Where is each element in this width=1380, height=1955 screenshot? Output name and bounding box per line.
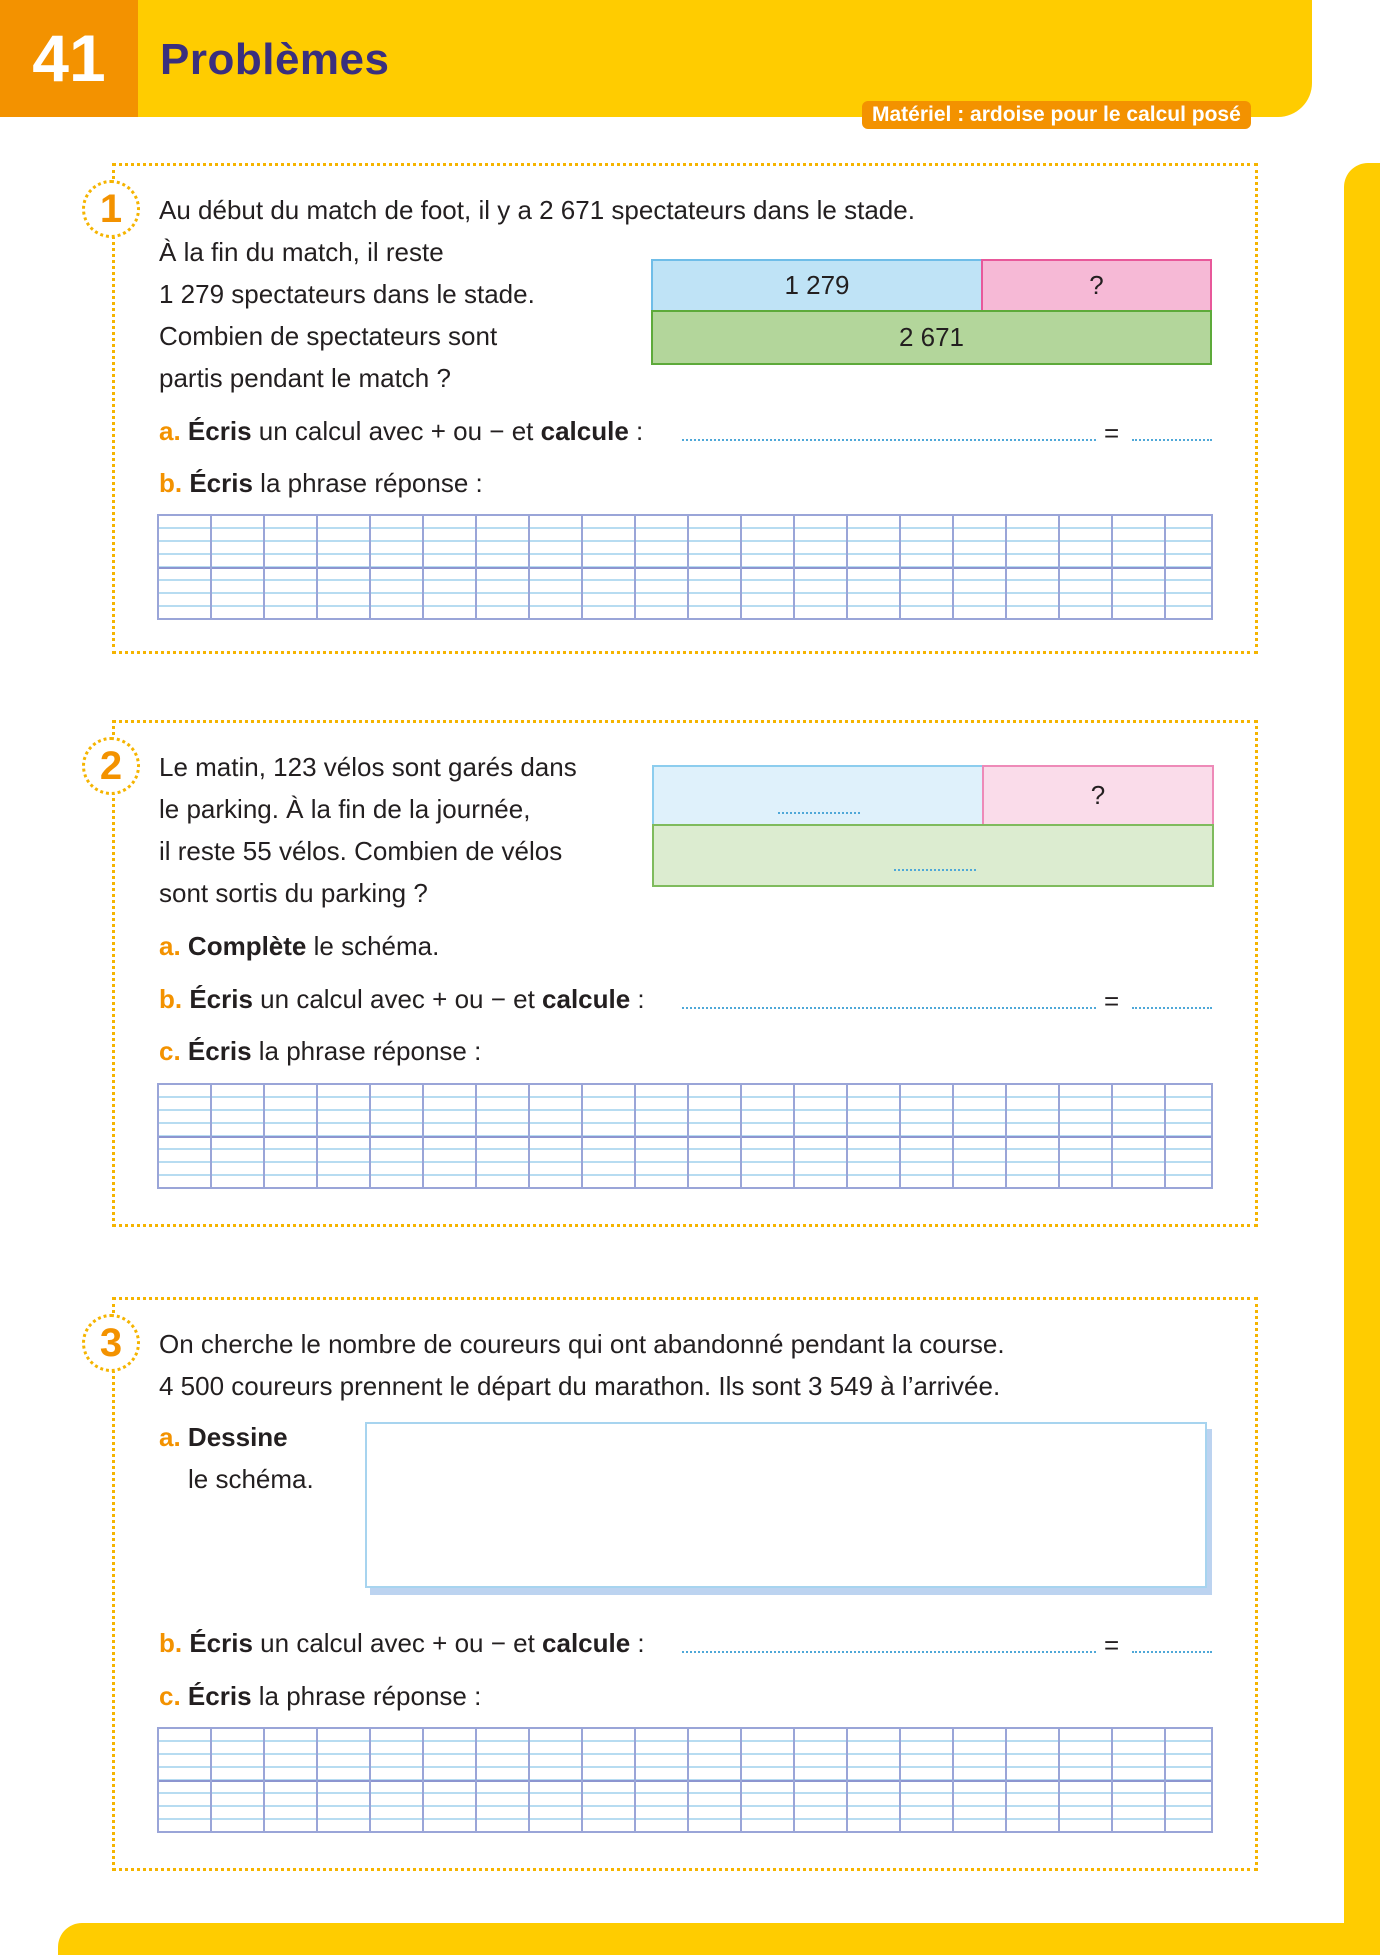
ex2-question-b: b. Écris un calcul avec + ou − et calcule : [159, 984, 645, 1014]
ex2-part-blank[interactable] [778, 812, 860, 814]
ex3-question-a-cont: le schéma. [188, 1464, 314, 1494]
ex2-bar-diagram [652, 765, 1214, 887]
ex3-line-2: 4 500 coureurs prennent le départ du marathon. Ils sont 3 549 à l’arrivée. [159, 1371, 1001, 1401]
ex2-total-bar[interactable] [652, 824, 1214, 887]
right-decor-band [1344, 163, 1380, 1955]
ex1-line-2: À la fin du match, il reste [159, 237, 444, 267]
ex2-unknown-bar: ? [982, 765, 1214, 826]
ex1-result-line[interactable] [1132, 439, 1212, 441]
ex2-result-line[interactable] [1132, 1007, 1212, 1009]
ex2-equals-sign: = [1104, 986, 1120, 1016]
ex3-drawing-area[interactable] [365, 1422, 1207, 1588]
ex3-question-b: b. Écris un calcul avec + ou − et calcule : [159, 1628, 645, 1658]
ex2-total-blank[interactable] [894, 869, 976, 871]
ex1-total-bar: 2 671 [651, 310, 1212, 365]
ex1-writing-grid[interactable] [157, 514, 1213, 620]
ex2-line-2: le parking. À la fin de la journée, [159, 794, 531, 824]
ex3-calc-answer-line[interactable] [682, 1651, 1096, 1653]
ex1-line-5: partis pendant le match ? [159, 363, 451, 393]
ex3-question-c: c. Écris la phrase réponse : [159, 1681, 482, 1711]
exercise-1-number: 1 [82, 180, 140, 238]
ex1-line-3: 1 279 spectateurs dans le stade. [159, 279, 535, 309]
ex2-writing-grid[interactable] [157, 1083, 1213, 1189]
ex1-equals-sign: = [1104, 418, 1120, 448]
ex3-result-line[interactable] [1132, 1651, 1212, 1653]
ex2-line-3: il reste 55 vélos. Combien de vélos [159, 836, 563, 866]
ex1-question-b: b. Écris la phrase réponse : [159, 468, 483, 498]
exercise-2-number: 2 [82, 737, 140, 795]
materiel-badge: Matériel : ardoise pour le calcul posé [862, 101, 1251, 129]
ex1-calc-answer-line[interactable] [682, 439, 1096, 441]
ex3-writing-grid[interactable] [157, 1727, 1213, 1833]
ex2-question-a: a. Complète le schéma. [159, 931, 440, 961]
lesson-number: 41 [0, 0, 138, 117]
ex3-equals-sign: = [1104, 1630, 1120, 1660]
ex2-part-bar[interactable] [652, 765, 984, 826]
ex2-calc-answer-line[interactable] [682, 1007, 1096, 1009]
ex3-line-1: On cherche le nombre de coureurs qui ont abandonné pendant la course. [159, 1329, 1005, 1359]
bottom-decor-band [58, 1923, 1380, 1955]
page-title: Problèmes [160, 35, 390, 84]
ex1-line-4: Combien de spectateurs sont [159, 321, 498, 351]
ex3-question-a: a. Dessine [159, 1422, 288, 1452]
ex2-line-4: sont sortis du parking ? [159, 878, 428, 908]
ex2-line-1: Le matin, 123 vélos sont garés dans [159, 752, 577, 782]
ex2-question-c: c. Écris la phrase réponse : [159, 1036, 482, 1066]
ex1-part-bar: 1 279 [651, 259, 983, 312]
ex1-unknown-bar: ? [981, 259, 1212, 312]
exercise-3-number: 3 [82, 1314, 140, 1372]
ex1-line-1: Au début du match de foot, il y a 2 671 spectateurs dans le stade. [159, 195, 915, 225]
ex1-bar-diagram [651, 259, 1212, 365]
ex1-question-a: a. Écris un calcul avec + ou − et calcule : [159, 416, 644, 446]
